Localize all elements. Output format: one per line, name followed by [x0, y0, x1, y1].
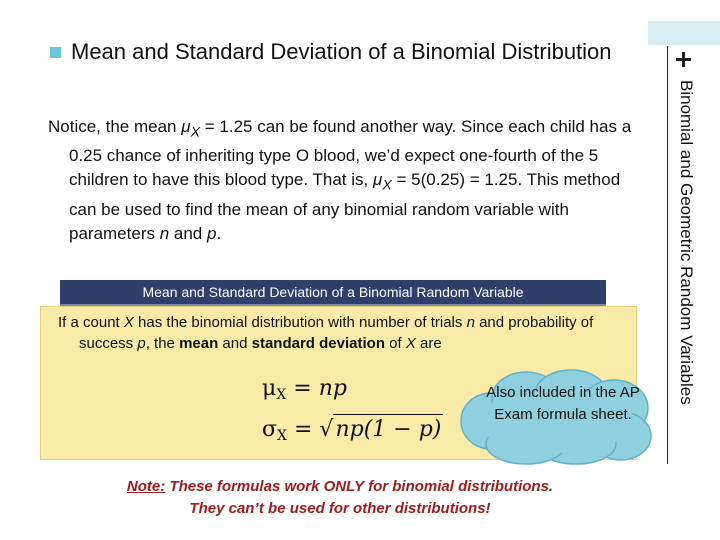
- radicand: np(1 − p): [333, 414, 443, 445]
- param-n: n: [159, 223, 170, 243]
- formula-box-title: Mean and Standard Deviation of a Binomial Random Variable: [60, 280, 606, 306]
- note-line-1: These formulas work ONLY for binomial distributions.: [165, 478, 554, 495]
- var-x: X: [123, 314, 134, 331]
- vertical-divider: [667, 46, 668, 464]
- mu-subscript: X: [190, 124, 201, 141]
- side-title: Binomial and Geometric Random Variables: [677, 80, 696, 405]
- body-text-3: = 5(0.25) = 1.25. This method can be used to find the mean of any binomial random variable with parameters: [69, 170, 621, 243]
- mean-term: mean: [179, 335, 219, 352]
- box-text-d: , the: [145, 335, 180, 352]
- sd-equals: =: [287, 417, 320, 442]
- accent-band: [648, 21, 720, 45]
- var-x: X: [405, 335, 416, 352]
- mean-formula: [262, 376, 347, 408]
- box-text-b: has the binomial distribution with number of trials: [133, 314, 467, 331]
- sqrt: [319, 414, 443, 445]
- box-text-f: of: [384, 335, 406, 352]
- mu-subscript: X: [382, 177, 392, 194]
- mean-rhs: = np: [286, 376, 347, 401]
- radical-sign: √: [319, 417, 334, 442]
- mean-symbol: μ: [262, 376, 277, 401]
- callout-text: Also included in the AP Exam formula sheet.: [486, 384, 640, 423]
- body-and: and: [169, 223, 207, 243]
- sd-subscript: X: [277, 428, 287, 444]
- body-text-1: Notice, the mean: [48, 117, 182, 136]
- formula-box-text: [58, 312, 618, 354]
- mu-symbol: μ: [372, 170, 383, 190]
- note-line-2: They can’t be used for other distributions!: [189, 500, 491, 517]
- sd-term: standard deviation: [251, 335, 385, 352]
- bullet-square-icon: [50, 47, 61, 58]
- sd-formula: [262, 414, 443, 451]
- var-n: n: [466, 314, 475, 331]
- sigma-symbol: σ: [262, 417, 278, 442]
- note-label: Note:: [126, 478, 166, 495]
- box-text-a: If a count: [58, 314, 124, 331]
- box-text-e: and: [218, 335, 252, 352]
- plus-icon: [676, 52, 691, 67]
- note: [60, 476, 620, 520]
- mu-symbol: μ: [181, 117, 191, 136]
- body-paragraph: [48, 115, 640, 246]
- box-text-g: are: [415, 335, 442, 352]
- var-p: p: [137, 335, 146, 352]
- box-text-c: and probability of success: [79, 314, 594, 352]
- body-end: .: [216, 223, 222, 243]
- body-text-2: = 1.25 can be found another way. Since each child has a 0.25 chance of inheriting type O blood, we’d expect one-fourth of the 5 children to have this blood type. That is,: [69, 117, 632, 190]
- mean-subscript: X: [276, 387, 287, 403]
- param-p: p: [206, 223, 217, 243]
- slide-heading: Mean and Standard Deviation of a Binomial Distribution: [71, 39, 612, 64]
